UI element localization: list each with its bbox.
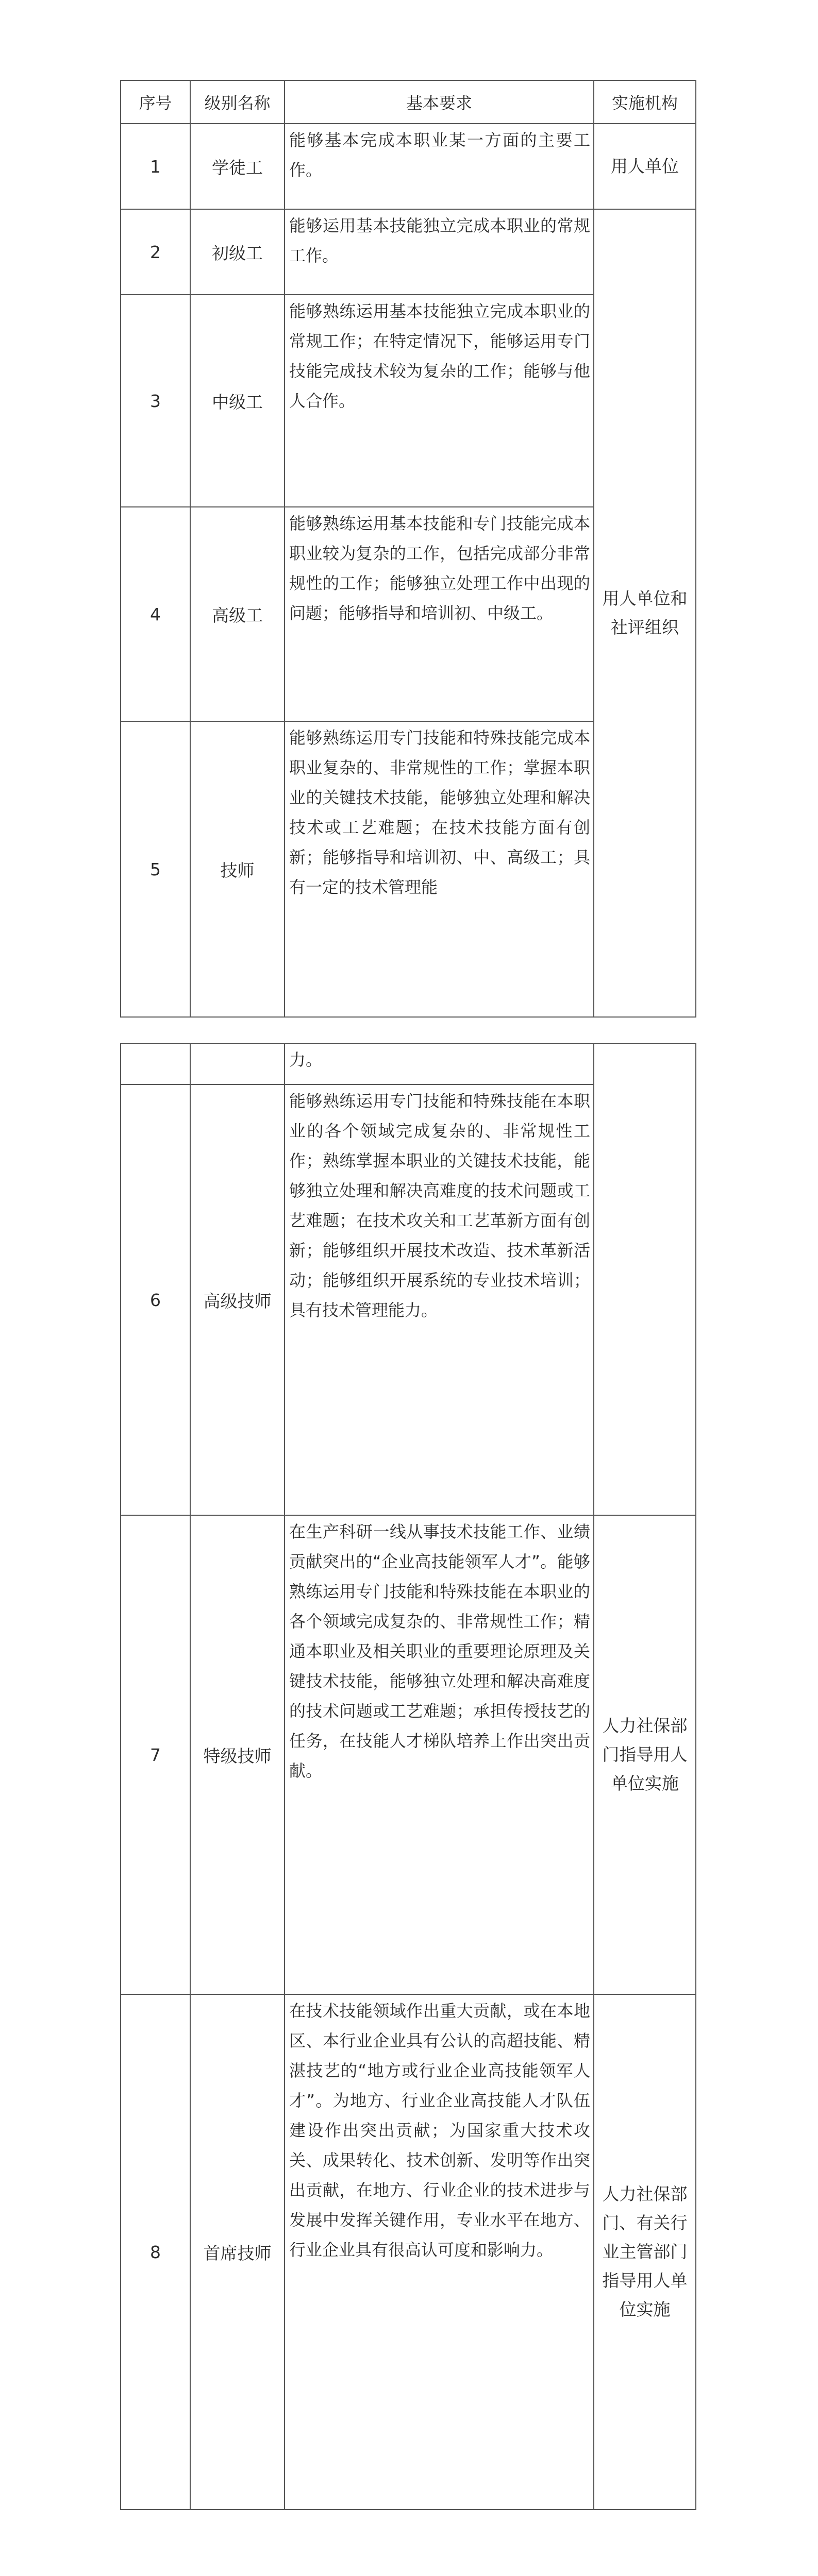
row-requirement: 能够熟练运用专门技能和特殊技能在本职业的各个领域完成复杂的、非常规性工作；熟练掌握本职业的关键技术技能，能够独立处理和解决高难度的技术问题或工艺难题；在技术攻关和工艺革新方面有创新；能够组织开展技术改造、技术革新活动；能够组织开展系统的专业技术培训；具有技术管理能力。 [285, 1084, 594, 1515]
skill-level-table-part-2 [120, 1043, 696, 2510]
row-level: 初级工 [190, 209, 285, 295]
header-institution: 实施机构 [594, 80, 696, 124]
header-level: 级别名称 [190, 80, 285, 124]
row-level: 技师 [190, 721, 285, 1017]
row-requirement: 在生产科研一线从事技术技能工作、业绩贡献突出的“企业高技能领军人才”。能够熟练运用专门技能和特殊技能在本职业的各个领域完成复杂的、非常规性工作；精通本职业及相关职业的重要理论原理及关键技术技能，能够独立处理和解决高难度的技术问题或工艺难题；承担传授技艺的任务，在技能人才梯队培养上作出突出贡献。 [285, 1515, 594, 1994]
row-institution: 用人单位和社评组织 [594, 209, 696, 1017]
row-seq [121, 1043, 190, 1084]
skill-level-table-part-1 [120, 80, 696, 1018]
row-requirement: 能够运用基本技能独立完成本职业的常规工作。 [285, 209, 594, 295]
row-seq: 8 [121, 1994, 190, 2510]
table-row [121, 1043, 696, 1084]
row-level: 首席技师 [190, 1994, 285, 2510]
table-row [121, 124, 696, 209]
row-institution: 用人单位 [594, 124, 696, 209]
row-level: 特级技师 [190, 1515, 285, 1994]
row-requirement: 能够基本完成本职业某一方面的主要工作。 [285, 124, 594, 209]
row-level: 学徒工 [190, 124, 285, 209]
table-row [121, 1994, 696, 2510]
row-institution: 人力社保部门指导用人单位实施 [594, 1515, 696, 1994]
header-seq: 序号 [121, 80, 190, 124]
row-requirement: 能够熟练运用专门技能和特殊技能完成本职业复杂的、非常规性的工作；掌握本职业的关键技术技能，能够独立处理和解决技术或工艺难题；在技术技能方面有创新；能够指导和培训初、中、高级工；具有一定的技术管理能 [285, 721, 594, 1017]
row-requirement: 力。 [285, 1043, 594, 1084]
row-seq: 1 [121, 124, 190, 209]
row-level: 高级技师 [190, 1084, 285, 1515]
row-level: 中级工 [190, 295, 285, 507]
row-requirement: 能够熟练运用基本技能和专门技能完成本职业较为复杂的工作，包括完成部分非常规性的工作；能够独立处理工作中出现的问题；能够指导和培训初、中级工。 [285, 507, 594, 721]
row-institution: 人力社保部门、有关行业主管部门指导用人单位实施 [594, 1994, 696, 2510]
row-seq: 3 [121, 295, 190, 507]
row-seq: 4 [121, 507, 190, 721]
row-level: 高级工 [190, 507, 285, 721]
row-seq: 7 [121, 1515, 190, 1994]
row-level [190, 1043, 285, 1084]
row-requirement: 能够熟练运用基本技能独立完成本职业的常规工作；在特定情况下，能够运用专门技能完成技术较为复杂的工作；能够与他人合作。 [285, 295, 594, 507]
table-row [121, 209, 696, 295]
row-seq: 5 [121, 721, 190, 1017]
header-row [121, 80, 696, 124]
row-requirement: 在技术技能领域作出重大贡献，或在本地区、本行业企业具有公认的高超技能、精湛技艺的“地方或行业企业高技能领军人才”。为地方、行业企业高技能人才队伍建设作出突出贡献；为国家重大技术攻关、成果转化、技术创新、发明等作出突出贡献，在地方、行业企业的技术进步与发展中发挥关键作用，专业水平在地方、行业企业具有很高认可度和影响力。 [285, 1994, 594, 2510]
table-row [121, 1515, 696, 1994]
row-institution [594, 1043, 696, 1515]
row-seq: 6 [121, 1084, 190, 1515]
row-seq: 2 [121, 209, 190, 295]
header-requirement: 基本要求 [285, 80, 594, 124]
